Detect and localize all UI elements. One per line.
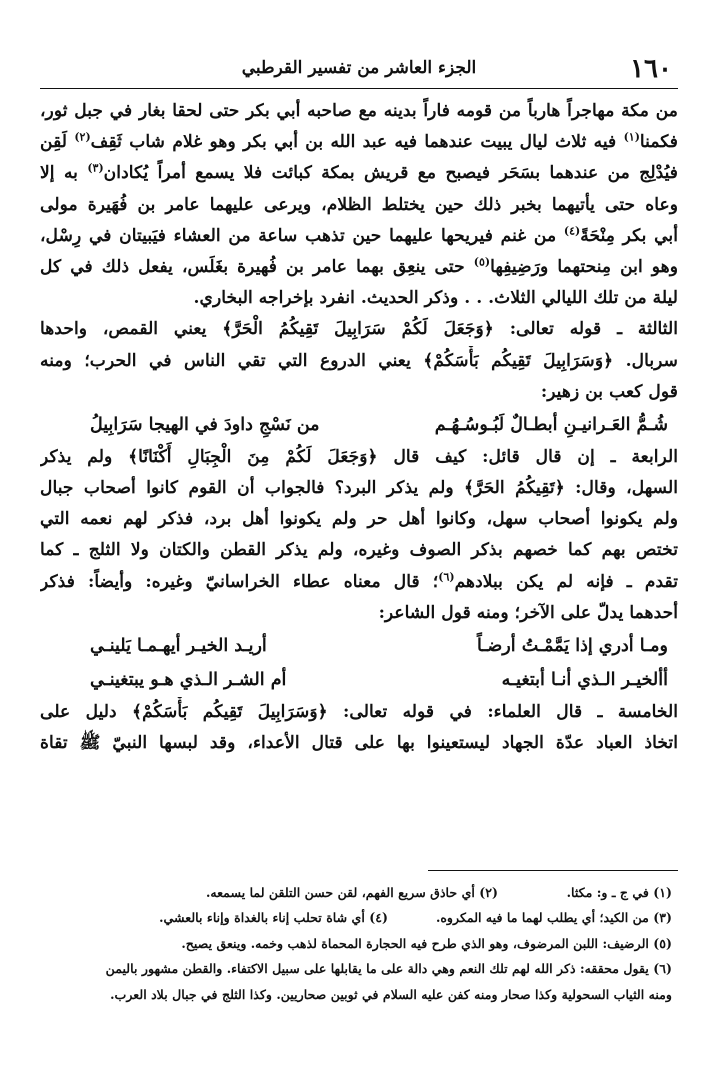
footnote-ref: (١)	[623, 130, 640, 144]
text-line: أبي بكر مِنْحَةً$^{(٤)}$ من غنم فيريحها عليهما حين تذهب ساعة من العشاء فيَبيتان في رِسْل،	[40, 224, 678, 246]
text-line: الرابعة ـ إن قال قائل: كيف قال ﴿وَجَعَلَ لَكُمْ مِنَ الْجِبَالِ أَكْنَانًا﴾ ولم يذكر	[40, 446, 678, 467]
text-line: اتخاذ العباد عدّة الجهاد ليستعينوا بها على قتال الأعداء، وقد لبسها النبيّ ﷺ تقاة	[40, 733, 678, 754]
footnote-line	[40, 982, 678, 1007]
text-line: وهو ابن مِنحتهما ورَضِيفِها$^{(٥)}$ حتى ينعِق بهما عامر بن فُهيرة بغَلَس، يفعل ذلك في كل	[40, 255, 678, 277]
footnote-ref: (٥)	[473, 255, 491, 269]
text-line: سربال. ﴿وَسَرَابِيلَ تَقِيكُم بَأْسَكُمْ﴾ يعني الدروع التي تقي الناس في الحرب؛ ومنه	[40, 350, 678, 371]
poetry-verse	[40, 408, 678, 442]
text-line: فيُدْلِج من عندهما بسَحَر فيصبح مع قريش بمكة كبائت فلا يسمع أمراً يُكادان$^{(٣)}$ به إلا	[40, 161, 678, 184]
footnote-ref: (٢)	[74, 130, 91, 144]
text-line: الخامسة ـ قال العلماء: في قوله تعالى: ﴿وَسَرَابِيلَ تَقِيكُم بَأْسَكُمْ﴾ دليل على	[40, 702, 678, 722]
text-line: فكمنا$^{(١)}$ فيه ثلاث ليال يبيت عندهما فيه عبد الله بن أبي بكر وهو غلام شاب ثَقِف$^{(٢)}$ لَقِن	[40, 130, 678, 153]
main-text	[40, 96, 678, 759]
section-label: الثالثة	[637, 319, 678, 340]
footnotes	[40, 880, 678, 1007]
verse-hemistich: ومـا أدري إذا يَمَّمْـتُ أرضـاً	[476, 636, 668, 656]
text-line: من مكة مهاجراً هارباً من قومه فاراً بدينه مع صاحبه أبي بكر حتى لحقا بغار في جبل ثور،	[40, 101, 678, 121]
text-line: ليلة من تلك الليالي الثلاث. . . وذكر الحديث. انفرد بإخراجه البخاري.	[193, 288, 678, 309]
text-line: تختص بهم كما خصهم بذكر الصوف وغيره، ولم يذكر القطن والكتان ولا الثلج ـ كما	[40, 540, 678, 561]
footnote-continuation: ومنه الثياب السحولية وكذا صحار ومنه كفن عليه السلام في ثوبين صحاريين. وكذا الثلج في جبال بلاد العرب.	[110, 986, 672, 1002]
footnote-line	[40, 905, 678, 930]
poetry-verse	[40, 663, 678, 697]
text-line: تقدم ـ فإنه لم يكن ببلادهم$^{(٦)}$؛ قال معناه عطاء الخراسانيّ وغيره: وأيضاً: فذكر	[40, 569, 678, 592]
text-line: وعاه حتى يأتيهما بخبر ذلك حين يختلط الظلام، ويرعى عليهما عامر بن فُهَيرة مولى	[40, 194, 678, 215]
footnote: (٤) أي شاة تحلب إناء بالغداة وإناء بالعشي.	[159, 910, 388, 926]
footnote-line	[40, 880, 678, 905]
footnote-line	[40, 956, 678, 981]
verse-hemistich: من نَسْجِ داودَ في الهيجا سَرَابِيلُ	[90, 414, 320, 435]
footnote: (٣) من الكيد؛ أي يطلب لهما ما فيه المكروه.	[435, 910, 672, 926]
section-label: الخامسة	[617, 702, 678, 722]
footnote: (٥) الرضيف: اللبن المرضوف، وهو الذي طرح فيه الحجارة المحماة لذهب وخمه. وينعق يصيح.	[181, 935, 672, 951]
footnote-ref: (٦)	[438, 569, 455, 583]
section-label: الرابعة	[631, 446, 678, 467]
text-line: الثالثة ـ قوله تعالى: ﴿وَجَعَلَ لَكُمْ سَرَابِيلَ تَقِيكُمُ الْحَرَّ﴾ يعني القمص، واحدها	[40, 319, 678, 340]
footnote: (٦) يقول محققه: ذكر الله لهم تلك النعم وهي دالة على ما يقابلها على سبيل الاكتفاء. والقطن مشهور باليمن	[105, 961, 672, 977]
footnote-ref: (٣)	[87, 161, 104, 175]
header-rule	[40, 88, 678, 89]
verse-hemistich: أألخيـر الـذي أنـا أبتغيـه	[501, 670, 668, 690]
footnote-rule	[428, 870, 678, 871]
text-line: السهل، وقال: ﴿تَقِيكُمُ الحَرَّ﴾ ولم يذكر البرد؟ فالجواب أن القوم كانوا أصحاب جبال	[40, 478, 678, 499]
text-line: ولم يكونوا أصحاب سهل، وكانوا أهل حر ولم يكونوا أهل برد، فذكر لهم نعمه التي	[40, 509, 678, 530]
footnote-line	[40, 931, 678, 956]
footnote-ref: (٤)	[563, 224, 581, 238]
running-title: الجزء العاشر من تفسير القرطبي	[241, 58, 477, 78]
text-line: قول كعب بن زهير:	[540, 381, 678, 402]
verse-hemistich: أم الشـر الـذي هـو يبتغينـي	[90, 670, 287, 690]
page-header	[40, 48, 678, 88]
verse-hemistich: شُـمُّ العَـرانيـنِ أبطـالٌ لَبُـوسُـهُـم	[434, 414, 668, 435]
poetry-verse	[40, 629, 678, 663]
verse-hemistich: أريـد الخيـر أيهـمـا يَلينـي	[90, 636, 267, 656]
page-number: ١٦٠	[630, 54, 672, 84]
text-line: أحدهما يدلّ على الآخر؛ ومنه قول الشاعر:	[378, 602, 678, 623]
footnote: (٢) أي حاذق سريع الفهم، لقن حسن التلقن لما يسمعه.	[205, 885, 498, 900]
footnote: (١) في ج ـ و: مكثا.	[566, 885, 672, 900]
